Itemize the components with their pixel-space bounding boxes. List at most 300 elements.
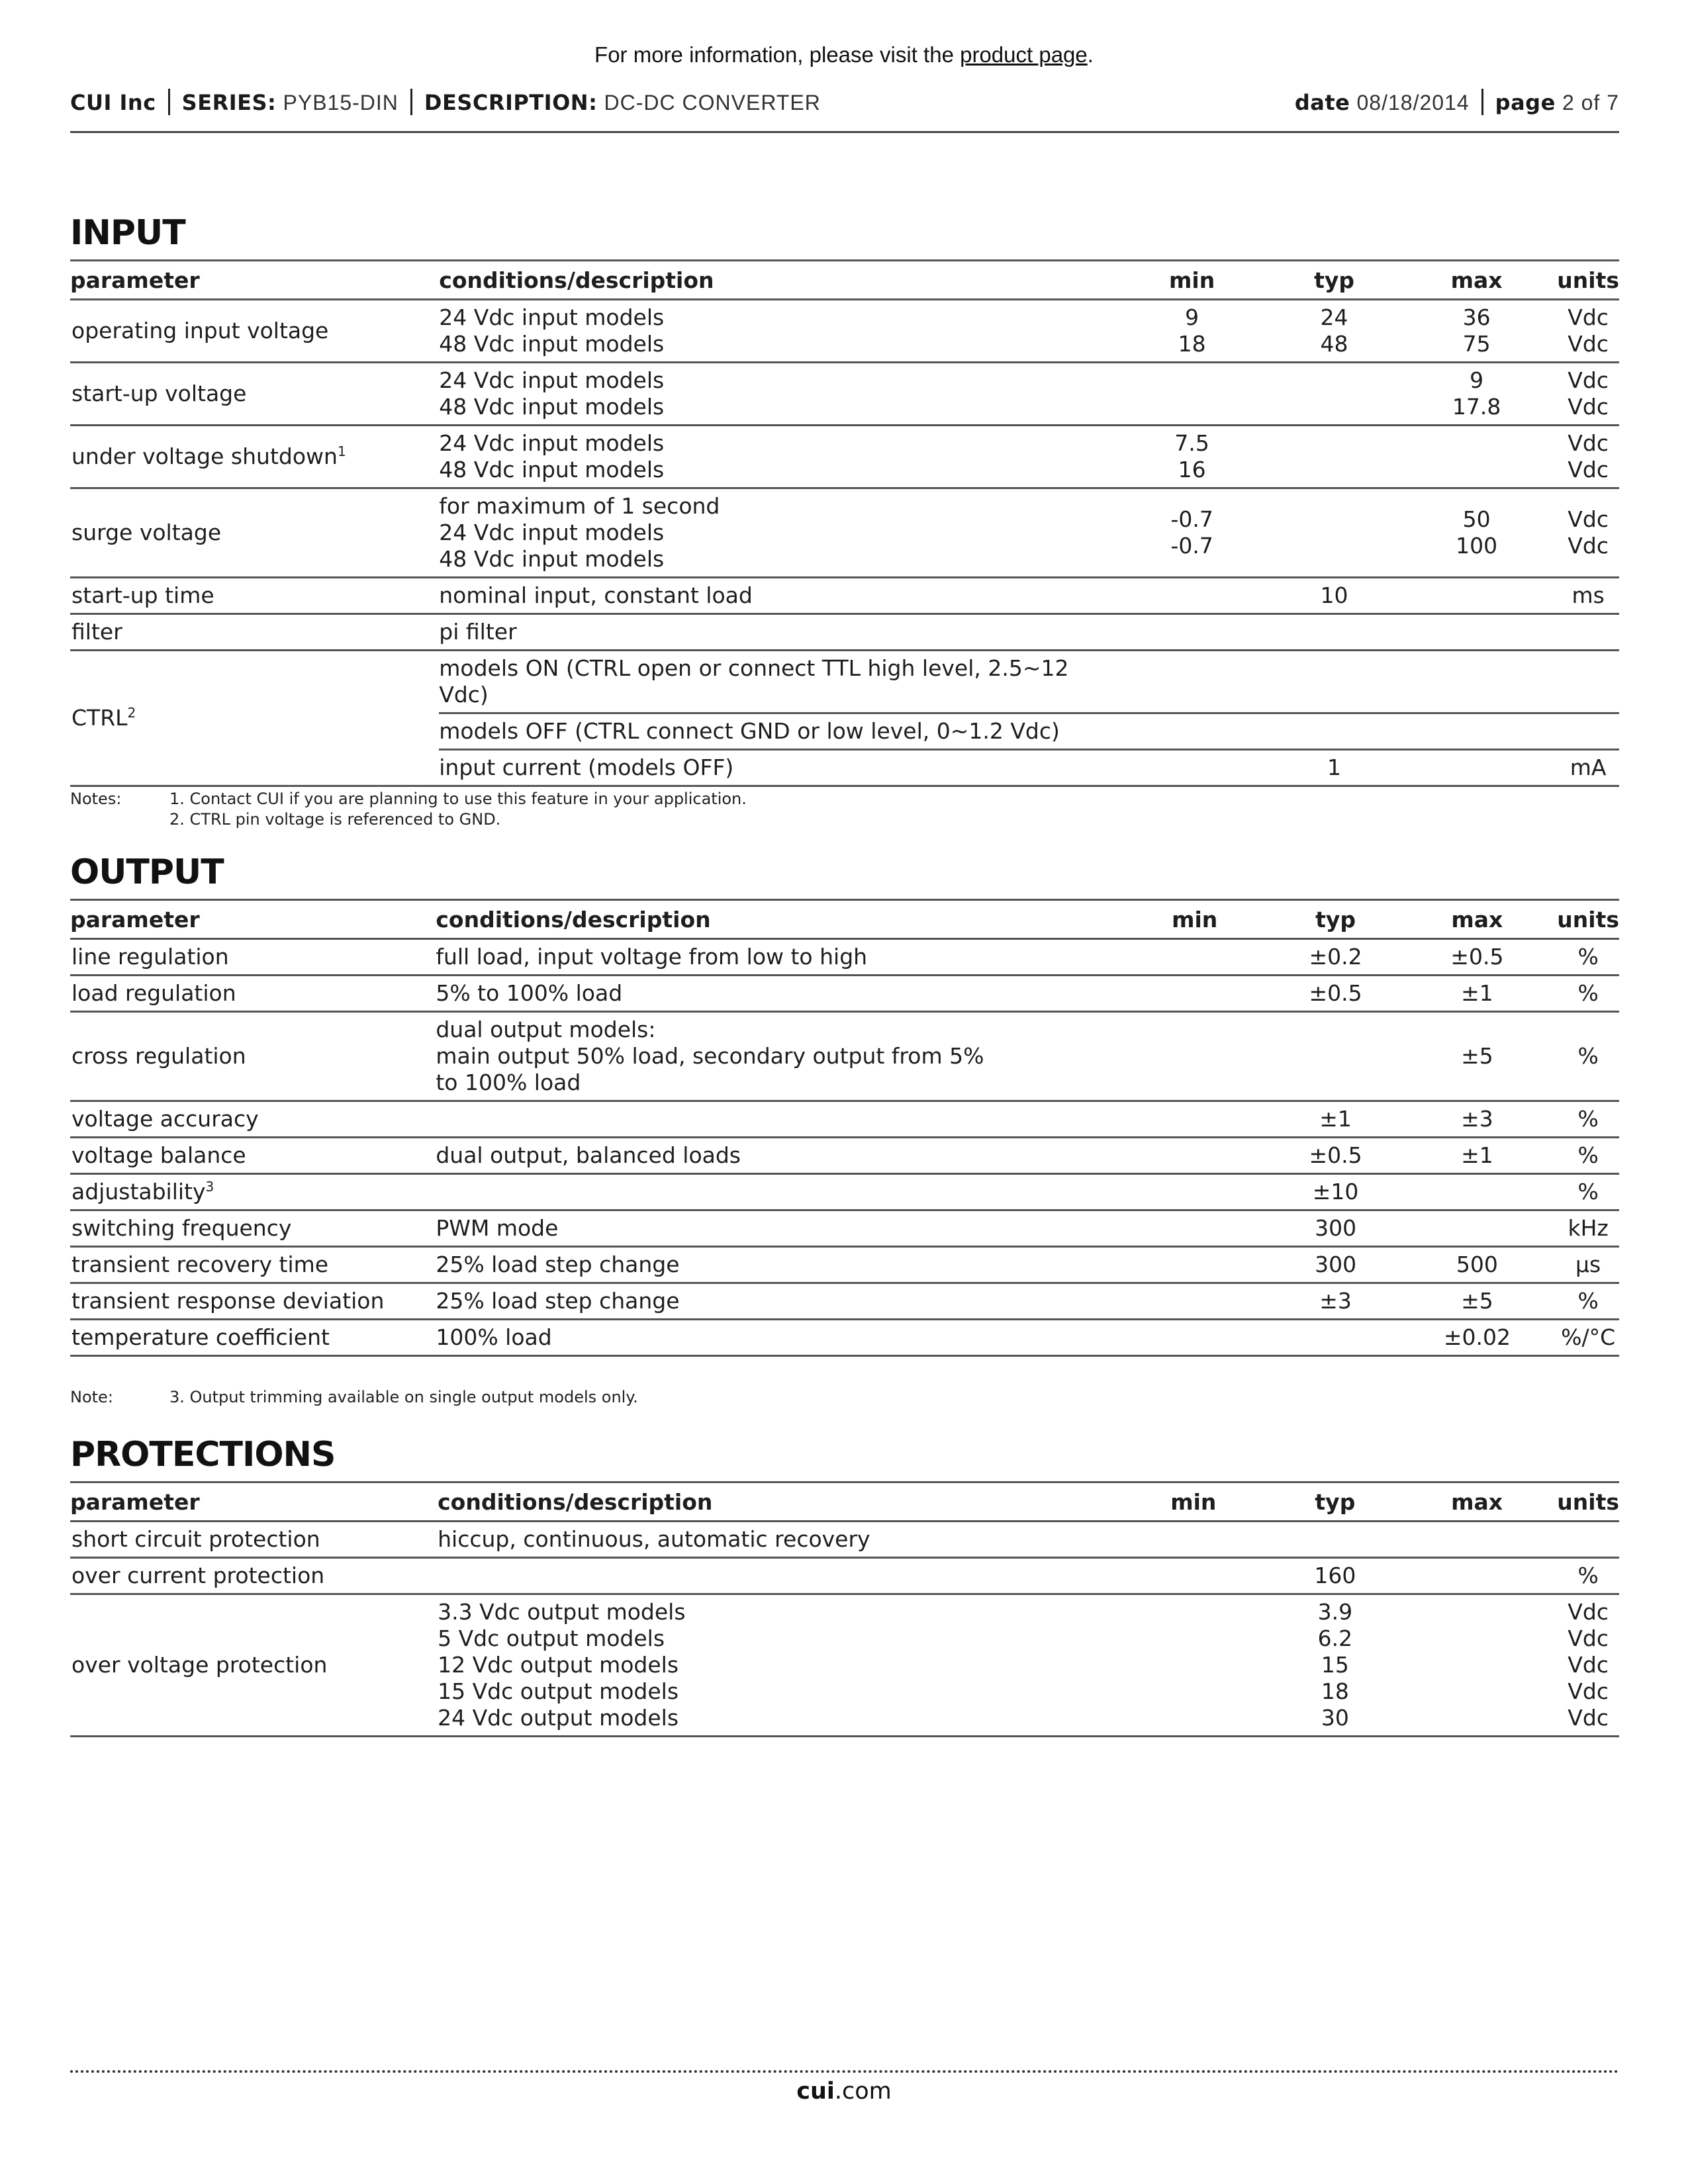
parameter-cell bbox=[70, 1320, 436, 1356]
parameter-cell bbox=[70, 488, 439, 578]
parameter-cell bbox=[70, 578, 439, 614]
typ-line: 15 bbox=[1321, 1652, 1349, 1678]
min-line: 18 bbox=[1178, 331, 1206, 357]
condition-line: 24 Vdc input models bbox=[439, 304, 665, 330]
units-cell: mA bbox=[1557, 750, 1619, 786]
condition-line: PWM mode bbox=[436, 1215, 559, 1241]
col-min: min bbox=[1115, 900, 1274, 939]
units-cell bbox=[1557, 976, 1619, 1012]
typ-cell bbox=[1274, 939, 1397, 976]
parameter-cell bbox=[70, 300, 439, 363]
table-row bbox=[70, 1283, 1619, 1320]
units-cell bbox=[1557, 1522, 1619, 1558]
max-cell bbox=[1397, 1210, 1558, 1247]
conditions-cell bbox=[438, 1522, 1113, 1558]
max-line: ±1 bbox=[1461, 1142, 1493, 1168]
condition-line: pi filter bbox=[439, 619, 517, 645]
notes-label: Notes: bbox=[70, 790, 122, 808]
footer-domain-bold: cui bbox=[796, 2078, 835, 2105]
min-cell bbox=[1111, 614, 1272, 651]
max-cell bbox=[1397, 1012, 1558, 1101]
min-cell bbox=[1115, 976, 1274, 1012]
conditions-cell bbox=[436, 1320, 1115, 1356]
typ-line: 300 bbox=[1315, 1215, 1357, 1241]
footer-divider bbox=[70, 2070, 1619, 2073]
units-cell bbox=[1557, 578, 1619, 614]
max-cell bbox=[1396, 426, 1557, 488]
note-item: 1. Contact CUI if you are planning to use this feature in your application. bbox=[169, 790, 747, 808]
units-line: Vdc bbox=[1568, 304, 1609, 330]
parameter-name: filter bbox=[71, 619, 122, 645]
units-cell bbox=[1557, 1012, 1619, 1101]
typ-line: 3.9 bbox=[1317, 1599, 1353, 1625]
conditions-cell bbox=[439, 426, 1111, 488]
date-value: 08/18/2014 bbox=[1356, 91, 1470, 114]
condition-line: dual output models: bbox=[436, 1017, 656, 1042]
header-divider bbox=[1481, 89, 1483, 115]
typ-cell bbox=[1274, 1138, 1397, 1174]
parameter-cell bbox=[70, 651, 439, 786]
condition-line: dual output, balanced loads bbox=[436, 1142, 741, 1168]
condition-line: 25% load step change bbox=[436, 1251, 680, 1277]
parameter-cell bbox=[70, 1283, 436, 1320]
min-line: -0.7 bbox=[1170, 506, 1213, 532]
conditions-cell bbox=[439, 614, 1111, 651]
min-line: 9 bbox=[1185, 304, 1199, 330]
min-cell bbox=[1115, 1210, 1274, 1247]
parameter-name: temperature coefficient bbox=[71, 1324, 330, 1350]
page-label: page bbox=[1495, 90, 1556, 115]
min-cell bbox=[1115, 1101, 1274, 1138]
typ-cell bbox=[1272, 363, 1396, 426]
units-line: % bbox=[1577, 1043, 1599, 1069]
max-cell bbox=[1396, 750, 1557, 786]
table-row bbox=[70, 1594, 1619, 1737]
min-cell bbox=[1113, 1558, 1274, 1594]
units-cell bbox=[1557, 939, 1619, 976]
min-cell bbox=[1111, 750, 1272, 786]
max-cell bbox=[1396, 614, 1557, 651]
min-cell bbox=[1115, 1138, 1274, 1174]
notes-label: Note: bbox=[70, 1388, 113, 1406]
parameter-name: start-up voltage bbox=[71, 381, 247, 406]
condition-line: 5 Vdc output models bbox=[438, 1625, 665, 1651]
max-cell bbox=[1396, 488, 1557, 578]
date-label: date bbox=[1294, 90, 1350, 115]
max-cell bbox=[1397, 1283, 1558, 1320]
protections-spec-table bbox=[70, 1481, 1619, 1737]
col-units: units bbox=[1557, 900, 1619, 939]
col-parameter: parameter bbox=[70, 900, 436, 939]
parameter-name: voltage accuracy bbox=[71, 1106, 259, 1132]
condition-line: 24 Vdc input models bbox=[439, 367, 665, 393]
max-line: 50 bbox=[1462, 506, 1491, 532]
parameter-name: transient recovery time bbox=[71, 1251, 329, 1277]
parameter-name: voltage balance bbox=[71, 1142, 246, 1168]
conditions-cell bbox=[436, 939, 1115, 976]
parameter-name: short circuit protection bbox=[71, 1526, 320, 1552]
description-value: DC-DC CONVERTER bbox=[604, 91, 821, 114]
col-max: max bbox=[1396, 261, 1557, 300]
units-line: ms bbox=[1571, 582, 1605, 608]
product-page-link[interactable]: product page bbox=[960, 42, 1088, 67]
typ-cell bbox=[1274, 1558, 1397, 1594]
table-row bbox=[70, 939, 1619, 976]
units-line: Vdc bbox=[1568, 394, 1609, 420]
conditions-cell bbox=[436, 1174, 1115, 1210]
parameter-name: transient response deviation bbox=[71, 1288, 385, 1314]
condition-line: 12 Vdc output models bbox=[438, 1652, 679, 1678]
typ-cell bbox=[1272, 300, 1396, 363]
max-cell bbox=[1396, 651, 1557, 713]
col-conditions: conditions/description bbox=[436, 900, 1115, 939]
condition-line: to 100% load bbox=[436, 1069, 581, 1095]
min-line: 16 bbox=[1178, 457, 1206, 482]
max-cell bbox=[1397, 1594, 1557, 1737]
units-cell bbox=[1557, 426, 1619, 488]
col-conditions: conditions/description bbox=[438, 1482, 1113, 1522]
max-cell bbox=[1397, 1247, 1558, 1283]
conditions-cell bbox=[436, 1247, 1115, 1283]
units-cell bbox=[1557, 1138, 1619, 1174]
typ-cell bbox=[1274, 1522, 1397, 1558]
parameter-cell bbox=[70, 1174, 436, 1210]
max-line: 100 bbox=[1456, 533, 1498, 559]
max-line: ±5 bbox=[1461, 1288, 1493, 1314]
typ-cell: 1 bbox=[1272, 750, 1396, 786]
table-row bbox=[70, 651, 1619, 713]
description-label: DESCRIPTION: bbox=[424, 90, 598, 115]
table-header-row bbox=[70, 900, 1619, 939]
units-line: % bbox=[1577, 1563, 1599, 1588]
units-cell bbox=[1557, 1594, 1619, 1737]
min-cell bbox=[1115, 1247, 1274, 1283]
min-cell bbox=[1113, 1594, 1274, 1737]
max-cell bbox=[1396, 578, 1557, 614]
typ-line: ±1 bbox=[1319, 1106, 1352, 1132]
conditions-cell bbox=[439, 578, 1111, 614]
units-line: Vdc bbox=[1568, 457, 1609, 482]
condition-line: 48 Vdc input models bbox=[439, 546, 665, 572]
min-cell bbox=[1111, 426, 1272, 488]
min-cell bbox=[1115, 1174, 1274, 1210]
col-units: units bbox=[1557, 1482, 1619, 1522]
max-cell bbox=[1397, 939, 1558, 976]
col-units: units bbox=[1557, 261, 1619, 300]
typ-line: 160 bbox=[1314, 1563, 1356, 1588]
table-row bbox=[70, 300, 1619, 363]
parameter-name: CTRL bbox=[71, 705, 128, 731]
min-cell bbox=[1115, 1012, 1274, 1101]
typ-line: 18 bbox=[1321, 1678, 1349, 1704]
company-name: CUI Inc bbox=[70, 90, 156, 115]
units-line: Vdc bbox=[1568, 533, 1609, 559]
col-conditions: conditions/description bbox=[439, 261, 1111, 300]
min-line: -0.7 bbox=[1170, 533, 1213, 559]
col-max: max bbox=[1397, 900, 1558, 939]
units-cell bbox=[1557, 300, 1619, 363]
typ-cell bbox=[1274, 1247, 1397, 1283]
condition-line: 48 Vdc input models bbox=[439, 394, 665, 420]
max-cell bbox=[1396, 363, 1557, 426]
col-parameter: parameter bbox=[70, 1482, 438, 1522]
typ-cell bbox=[1274, 1101, 1397, 1138]
units-cell bbox=[1557, 1247, 1619, 1283]
min-line: 7.5 bbox=[1174, 430, 1209, 456]
units-cell bbox=[1557, 1210, 1619, 1247]
conditions-cell bbox=[439, 488, 1111, 578]
min-cell bbox=[1115, 1283, 1274, 1320]
typ-cell bbox=[1272, 578, 1396, 614]
note-item: 3. Output trimming available on single output models only. bbox=[169, 1388, 638, 1406]
typ-cell bbox=[1274, 1320, 1397, 1356]
conditions-cell bbox=[439, 363, 1111, 426]
max-cell bbox=[1397, 1522, 1557, 1558]
parameter-cell bbox=[70, 976, 436, 1012]
parameter-name: operating input voltage bbox=[71, 318, 329, 343]
parameter-name: cross regulation bbox=[71, 1043, 246, 1069]
parameter-cell bbox=[70, 1210, 436, 1247]
parameter-cell bbox=[70, 1522, 438, 1558]
footer-website[interactable] bbox=[0, 2078, 1688, 2105]
units-line: kHz bbox=[1568, 1215, 1609, 1241]
units-cell bbox=[1557, 1101, 1619, 1138]
col-parameter: parameter bbox=[70, 261, 439, 300]
typ-cell bbox=[1274, 1210, 1397, 1247]
conditions-cell bbox=[439, 300, 1111, 363]
units-line: Vdc bbox=[1568, 1625, 1609, 1651]
parameter-name: over current protection bbox=[71, 1563, 325, 1588]
header-divider bbox=[168, 89, 170, 115]
parameter-name: adjustability bbox=[71, 1179, 206, 1205]
units-line: % bbox=[1577, 944, 1599, 970]
parameter-cell bbox=[70, 1558, 438, 1594]
section-title-input: INPUT bbox=[70, 213, 185, 253]
condition-line: nominal input, constant load bbox=[439, 582, 753, 608]
parameter-cell bbox=[70, 1247, 436, 1283]
parameter-cell bbox=[70, 614, 439, 651]
header-divider bbox=[410, 89, 412, 115]
max-line: ±5 bbox=[1461, 1043, 1493, 1069]
max-cell bbox=[1397, 976, 1558, 1012]
units-cell bbox=[1557, 614, 1619, 651]
col-min: min bbox=[1113, 1482, 1274, 1522]
more-info-text: For more information, please visit the bbox=[594, 42, 961, 67]
max-line: ±0.02 bbox=[1443, 1324, 1511, 1350]
typ-line: 300 bbox=[1315, 1251, 1357, 1277]
table-row bbox=[70, 1247, 1619, 1283]
units-cell bbox=[1557, 363, 1619, 426]
max-line: 17.8 bbox=[1452, 394, 1501, 420]
max-cell bbox=[1396, 300, 1557, 363]
footnote-marker: 3 bbox=[205, 1179, 214, 1195]
condition-line: hiccup, continuous, automatic recovery bbox=[438, 1526, 870, 1552]
condition-line: full load, input voltage from low to high bbox=[436, 944, 868, 970]
units-line: % bbox=[1577, 1142, 1599, 1168]
footnote-marker: 1 bbox=[337, 443, 346, 459]
max-cell bbox=[1397, 1138, 1558, 1174]
parameter-name: start-up time bbox=[71, 582, 214, 608]
conditions-cell bbox=[436, 976, 1115, 1012]
table-row bbox=[70, 363, 1619, 426]
units-line: Vdc bbox=[1568, 1599, 1609, 1625]
units-cell bbox=[1557, 1558, 1619, 1594]
table-row bbox=[70, 614, 1619, 651]
units-line: μs bbox=[1575, 1251, 1601, 1277]
table-header-row bbox=[70, 261, 1619, 300]
parameter-cell bbox=[70, 1138, 436, 1174]
conditions-cell bbox=[436, 1283, 1115, 1320]
typ-line: ±10 bbox=[1312, 1179, 1359, 1205]
input-spec-table bbox=[70, 259, 1619, 787]
min-cell bbox=[1113, 1522, 1274, 1558]
conditions-cell bbox=[436, 1138, 1115, 1174]
condition-line: 25% load step change bbox=[436, 1288, 680, 1314]
typ-cell bbox=[1272, 614, 1396, 651]
footnote-marker: 2 bbox=[127, 705, 136, 721]
conditions-cell: input current (models OFF) bbox=[439, 750, 1111, 786]
parameter-name: under voltage shutdown bbox=[71, 443, 338, 469]
table-row bbox=[70, 976, 1619, 1012]
table-row bbox=[70, 488, 1619, 578]
parameter-cell bbox=[70, 1594, 438, 1737]
units-cell bbox=[1557, 713, 1619, 750]
max-cell bbox=[1396, 713, 1557, 750]
parameter-cell bbox=[70, 1012, 436, 1101]
series-label: SERIES: bbox=[181, 90, 277, 115]
col-typ: typ bbox=[1274, 900, 1397, 939]
more-info-suffix: . bbox=[1087, 42, 1094, 67]
section-title-output: OUTPUT bbox=[70, 852, 224, 892]
table-row bbox=[70, 1138, 1619, 1174]
max-line: ±3 bbox=[1461, 1106, 1493, 1132]
typ-line: 30 bbox=[1321, 1705, 1349, 1731]
footer-domain-rest: .com bbox=[834, 2078, 892, 2105]
typ-line: 24 bbox=[1320, 304, 1348, 330]
table-header-row bbox=[70, 1482, 1619, 1522]
condition-line: 24 Vdc output models bbox=[438, 1705, 679, 1731]
section-title-protections: PROTECTIONS bbox=[70, 1435, 336, 1475]
typ-cell bbox=[1272, 713, 1396, 750]
typ-cell bbox=[1274, 1012, 1397, 1101]
min-cell bbox=[1111, 300, 1272, 363]
typ-line: ±0.5 bbox=[1309, 980, 1362, 1006]
units-line: Vdc bbox=[1568, 506, 1609, 532]
typ-line: ±0.5 bbox=[1309, 1142, 1362, 1168]
table-row bbox=[70, 1101, 1619, 1138]
conditions-cell bbox=[436, 1101, 1115, 1138]
condition-line: 100% load bbox=[436, 1324, 552, 1350]
typ-line: ±3 bbox=[1319, 1288, 1352, 1314]
conditions-cell: models ON (CTRL open or connect TTL high level, 2.5~12 Vdc) bbox=[439, 651, 1111, 713]
conditions-cell: models OFF (CTRL connect GND or low level, 0~1.2 Vdc) bbox=[439, 713, 1111, 750]
typ-line: ±0.2 bbox=[1309, 944, 1362, 970]
units-line: % bbox=[1577, 1106, 1599, 1132]
units-line: % bbox=[1577, 1288, 1599, 1314]
parameter-name: load regulation bbox=[71, 980, 236, 1006]
min-cell bbox=[1115, 939, 1274, 976]
min-cell bbox=[1111, 713, 1272, 750]
conditions-cell bbox=[438, 1594, 1113, 1737]
units-line: Vdc bbox=[1568, 1678, 1609, 1704]
parameter-name: line regulation bbox=[71, 944, 229, 970]
note-item: 2. CTRL pin voltage is referenced to GND. bbox=[169, 810, 501, 829]
units-line: %/°C bbox=[1561, 1324, 1616, 1350]
units-line: Vdc bbox=[1568, 430, 1609, 456]
table-row bbox=[70, 578, 1619, 614]
units-line: Vdc bbox=[1568, 367, 1609, 393]
units-cell bbox=[1557, 1320, 1619, 1356]
units-line: Vdc bbox=[1568, 1705, 1609, 1731]
max-line: 9 bbox=[1470, 367, 1484, 393]
condition-line: 48 Vdc input models bbox=[439, 331, 665, 357]
table-row bbox=[70, 1012, 1619, 1101]
min-cell bbox=[1111, 578, 1272, 614]
max-cell bbox=[1397, 1558, 1557, 1594]
more-info-note bbox=[0, 42, 1688, 68]
condition-line: 24 Vdc input models bbox=[439, 430, 665, 456]
output-spec-table bbox=[70, 899, 1619, 1357]
typ-cell bbox=[1272, 488, 1396, 578]
max-line: 500 bbox=[1456, 1251, 1498, 1277]
units-line: % bbox=[1577, 1179, 1599, 1205]
typ-cell bbox=[1274, 976, 1397, 1012]
conditions-cell bbox=[438, 1558, 1113, 1594]
typ-line: 48 bbox=[1320, 331, 1348, 357]
parameter-cell bbox=[70, 426, 439, 488]
typ-cell bbox=[1272, 426, 1396, 488]
condition-line: 24 Vdc input models bbox=[439, 520, 665, 545]
max-cell bbox=[1397, 1320, 1558, 1356]
units-cell bbox=[1557, 651, 1619, 713]
condition-line: 15 Vdc output models bbox=[438, 1678, 679, 1704]
conditions-cell bbox=[436, 1210, 1115, 1247]
col-min: min bbox=[1111, 261, 1272, 300]
typ-cell bbox=[1274, 1174, 1397, 1210]
min-cell bbox=[1111, 488, 1272, 578]
max-line: 36 bbox=[1462, 304, 1491, 330]
parameter-cell bbox=[70, 939, 436, 976]
condition-line: 3.3 Vdc output models bbox=[438, 1599, 686, 1625]
table-row bbox=[70, 1210, 1619, 1247]
page-header bbox=[70, 87, 1619, 133]
condition-line: 48 Vdc input models bbox=[439, 457, 665, 482]
typ-line: 10 bbox=[1320, 582, 1348, 608]
units-line: Vdc bbox=[1568, 331, 1609, 357]
min-cell bbox=[1115, 1320, 1274, 1356]
units-cell bbox=[1557, 488, 1619, 578]
conditions-cell bbox=[436, 1012, 1115, 1101]
parameter-name: over voltage protection bbox=[71, 1652, 328, 1678]
parameter-name: surge voltage bbox=[71, 520, 222, 545]
typ-cell bbox=[1274, 1283, 1397, 1320]
col-typ: typ bbox=[1274, 1482, 1397, 1522]
table-row bbox=[70, 1320, 1619, 1356]
units-cell bbox=[1557, 1283, 1619, 1320]
max-line: 75 bbox=[1462, 331, 1491, 357]
min-cell bbox=[1111, 363, 1272, 426]
max-cell bbox=[1397, 1101, 1558, 1138]
table-row bbox=[70, 1174, 1619, 1210]
max-line: ±1 bbox=[1461, 980, 1493, 1006]
condition-line: for maximum of 1 second bbox=[439, 493, 720, 519]
table-row bbox=[70, 1522, 1619, 1558]
series-value: PYB15-DIN bbox=[283, 91, 399, 114]
max-line: ±0.5 bbox=[1450, 944, 1504, 970]
table-row bbox=[70, 426, 1619, 488]
parameter-cell bbox=[70, 1101, 436, 1138]
col-max: max bbox=[1397, 1482, 1557, 1522]
